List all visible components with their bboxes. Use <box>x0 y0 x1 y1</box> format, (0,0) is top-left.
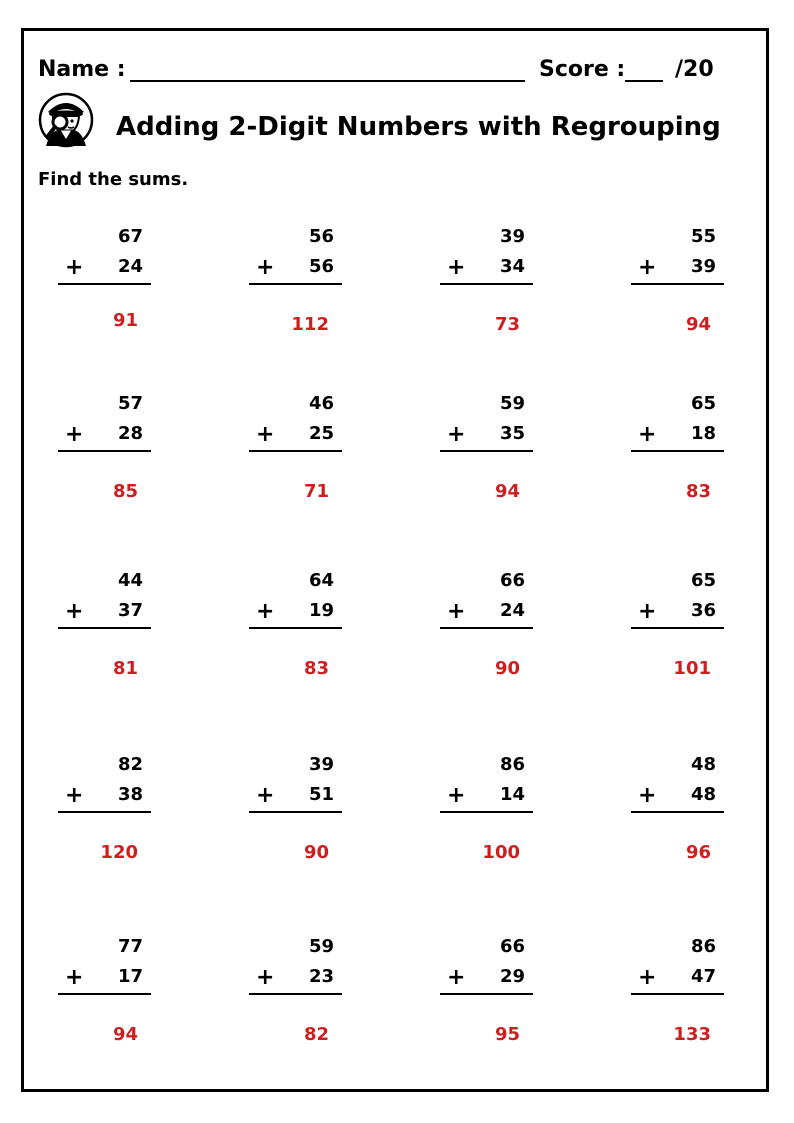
top-addend: 56 <box>308 226 334 247</box>
name-field-line <box>130 80 525 82</box>
bottom-addend: 48 <box>690 784 716 805</box>
sum-line <box>440 811 533 813</box>
plus-sign: + <box>65 783 84 808</box>
addition-problem <box>631 753 731 893</box>
plus-sign: + <box>256 599 275 624</box>
addition-problem <box>440 569 540 709</box>
bottom-addend: 24 <box>117 256 143 277</box>
top-addend: 46 <box>308 393 334 414</box>
plus-sign: + <box>256 783 275 808</box>
plus-sign: + <box>447 422 466 447</box>
answer: 95 <box>494 1024 520 1045</box>
bottom-addend: 19 <box>308 600 334 621</box>
plus-sign: + <box>638 783 657 808</box>
addition-problem <box>249 225 349 365</box>
top-addend: 57 <box>117 393 143 414</box>
top-addend: 65 <box>690 393 716 414</box>
answer: 94 <box>112 1024 138 1045</box>
plus-sign: + <box>447 783 466 808</box>
bottom-addend: 24 <box>499 600 525 621</box>
top-addend: 59 <box>499 393 525 414</box>
sum-line <box>440 450 533 452</box>
sum-line <box>440 283 533 285</box>
plus-sign: + <box>638 422 657 447</box>
plus-sign: + <box>65 965 84 990</box>
answer: 101 <box>673 658 711 679</box>
bottom-addend: 25 <box>308 423 334 444</box>
addition-problem <box>631 569 731 709</box>
answer: 85 <box>112 481 138 502</box>
sum-line <box>631 283 724 285</box>
sum-line <box>249 627 342 629</box>
addition-problem <box>440 225 540 365</box>
sum-line <box>440 993 533 995</box>
sum-line <box>58 993 151 995</box>
bottom-addend: 56 <box>308 256 334 277</box>
sum-line <box>58 627 151 629</box>
top-addend: 86 <box>690 936 716 957</box>
answer: 83 <box>685 481 711 502</box>
top-addend: 66 <box>499 570 525 591</box>
plus-sign: + <box>638 599 657 624</box>
answer: 100 <box>482 842 520 863</box>
plus-sign: + <box>65 422 84 447</box>
sum-line <box>249 283 342 285</box>
addition-problem <box>440 392 540 532</box>
sum-line <box>440 627 533 629</box>
detective-magnifier-icon <box>36 92 96 148</box>
top-addend: 39 <box>308 754 334 775</box>
addition-problem <box>58 569 158 709</box>
top-addend: 66 <box>499 936 525 957</box>
answer: 120 <box>100 842 138 863</box>
answer: 94 <box>494 481 520 502</box>
sum-line <box>58 811 151 813</box>
addition-problem <box>249 569 349 709</box>
addition-problem <box>249 392 349 532</box>
sum-line <box>58 450 151 452</box>
sum-line <box>631 811 724 813</box>
answer: 133 <box>673 1024 711 1045</box>
addition-problem <box>440 753 540 893</box>
addition-problem <box>631 225 731 365</box>
plus-sign: + <box>638 255 657 280</box>
bottom-addend: 38 <box>117 784 143 805</box>
addition-problem <box>58 392 158 532</box>
answer: 91 <box>112 310 138 331</box>
plus-sign: + <box>638 965 657 990</box>
bottom-addend: 28 <box>117 423 143 444</box>
plus-sign: + <box>65 255 84 280</box>
score-label: Score : <box>539 57 626 82</box>
bottom-addend: 14 <box>499 784 525 805</box>
answer: 82 <box>303 1024 329 1045</box>
bottom-addend: 36 <box>690 600 716 621</box>
score-total: /20 <box>675 57 714 82</box>
sum-line <box>249 450 342 452</box>
top-addend: 48 <box>690 754 716 775</box>
plus-sign: + <box>447 599 466 624</box>
bottom-addend: 18 <box>690 423 716 444</box>
addition-problem <box>631 392 731 532</box>
score-field-line <box>625 80 663 82</box>
bottom-addend: 17 <box>117 966 143 987</box>
top-addend: 64 <box>308 570 334 591</box>
addition-problem <box>249 753 349 893</box>
top-addend: 59 <box>308 936 334 957</box>
sum-line <box>631 627 724 629</box>
bottom-addend: 39 <box>690 256 716 277</box>
addition-problem <box>58 935 158 1075</box>
bottom-addend: 29 <box>499 966 525 987</box>
sum-line <box>631 993 724 995</box>
bottom-addend: 51 <box>308 784 334 805</box>
top-addend: 77 <box>117 936 143 957</box>
top-addend: 67 <box>117 226 143 247</box>
plus-sign: + <box>256 255 275 280</box>
answer: 112 <box>291 314 329 335</box>
addition-problem <box>58 225 158 365</box>
bottom-addend: 47 <box>690 966 716 987</box>
top-addend: 55 <box>690 226 716 247</box>
top-addend: 65 <box>690 570 716 591</box>
addition-problem <box>249 935 349 1075</box>
top-addend: 39 <box>499 226 525 247</box>
addition-problem <box>631 935 731 1075</box>
plus-sign: + <box>65 599 84 624</box>
sum-line <box>631 450 724 452</box>
answer: 94 <box>685 314 711 335</box>
sum-line <box>249 811 342 813</box>
answer: 71 <box>303 481 329 502</box>
answer: 90 <box>494 658 520 679</box>
bottom-addend: 35 <box>499 423 525 444</box>
plus-sign: + <box>256 965 275 990</box>
sum-line <box>58 283 151 285</box>
answer: 83 <box>303 658 329 679</box>
page-title: Adding 2-Digit Numbers with Regrouping <box>116 112 721 142</box>
addition-problem <box>58 753 158 893</box>
answer: 81 <box>112 658 138 679</box>
sum-line <box>249 993 342 995</box>
answer: 73 <box>494 314 520 335</box>
plus-sign: + <box>447 965 466 990</box>
top-addend: 82 <box>117 754 143 775</box>
plus-sign: + <box>447 255 466 280</box>
answer: 90 <box>303 842 329 863</box>
instructions: Find the sums. <box>38 169 189 190</box>
top-addend: 44 <box>117 570 143 591</box>
bottom-addend: 23 <box>308 966 334 987</box>
answer: 96 <box>685 842 711 863</box>
bottom-addend: 34 <box>499 256 525 277</box>
plus-sign: + <box>256 422 275 447</box>
top-addend: 86 <box>499 754 525 775</box>
bottom-addend: 37 <box>117 600 143 621</box>
name-label: Name : <box>38 57 126 82</box>
addition-problem <box>440 935 540 1075</box>
